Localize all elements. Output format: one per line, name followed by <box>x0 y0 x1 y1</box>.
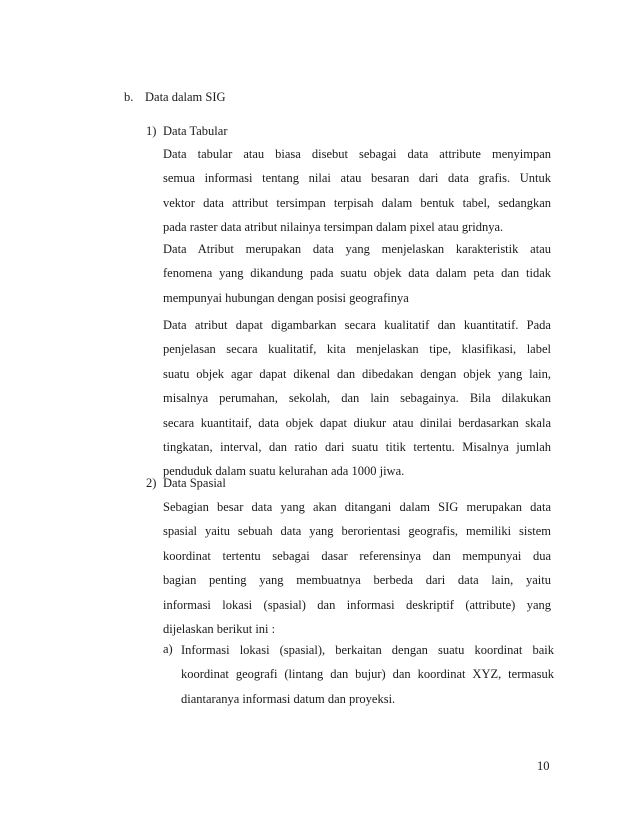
paragraph-line: bagian penting yang membuatnya berbeda dari data lain, yaitu <box>163 573 551 588</box>
sub1-paragraph-1 <box>163 144 551 242</box>
sub1-paragraph-3 <box>163 315 551 486</box>
section-b-title: Data dalam SIG <box>145 90 226 104</box>
sub2-paragraph-1 <box>163 497 551 643</box>
paragraph-line: koordinat tertentu sebagai dasar referensinya dan mempunyai dua <box>163 548 551 563</box>
sub1-paragraph-2 <box>163 239 551 312</box>
sub2-heading <box>146 476 226 491</box>
paragraph-line: vektor data attribut tersimpan terpisah dalam bentuk tabel, sedangkan <box>163 195 551 210</box>
page-number: 10 <box>537 759 550 773</box>
sub2-title: Data Spasial <box>163 476 226 490</box>
paragraph-line: Data Atribut merupakan data yang menjelaskan karakteristik atau <box>163 242 551 256</box>
paragraph-line: Sebagian besar data yang akan ditangani dalam SIG merupakan data <box>163 500 551 514</box>
paragraph-line: penduduk dalam suatu kelurahan ada 1000 jiwa. <box>163 464 405 479</box>
paragraph-line: spasial yaitu sebuah data yang berorientasi geografis, memiliki sistem <box>163 524 551 539</box>
sub1-heading <box>146 124 228 139</box>
paragraph-line: penjelasan secara kualitatif, kita menjelaskan tipe, klasifikasi, label <box>163 342 551 357</box>
paragraph-line: Data atribut dapat digambarkan secara kualitatif dan kuantitatif. Pada <box>163 318 551 332</box>
paragraph-line: koordinat geografi (lintang dan bujur) dan koordinat XYZ, termasuk <box>181 667 554 682</box>
paragraph-line: dijelaskan berikut ini : <box>163 621 276 636</box>
section-b-marker: b. <box>124 90 134 104</box>
paragraph-line: semua informasi tentang nilai atau besaran dari data grafis. Untuk <box>163 171 551 186</box>
sub1-marker: 1) <box>146 124 157 138</box>
paragraph-line: Informasi lokasi (spasial), berkaitan dengan suatu koordinat baik <box>181 643 554 657</box>
item-a-marker-wrap <box>163 642 173 657</box>
paragraph-line: mempunyai hubungan dengan posisi geografinya <box>163 290 409 305</box>
paragraph-line: suatu objek agar dapat dikenal dan dibedakan dengan objek yang lain, <box>163 366 551 381</box>
sub2-marker: 2) <box>146 476 157 490</box>
item-a-text <box>181 640 554 713</box>
paragraph-line: pada raster data atribut nilainya tersimpan dalam pixel atau gridnya. <box>163 220 504 235</box>
section-b-heading <box>124 90 226 105</box>
paragraph-line: Data tabular atau biasa disebut sebagai data attribute menyimpan <box>163 147 551 161</box>
paragraph-line: fenomena yang dikandung pada suatu objek data dalam peta dan tidak <box>163 266 551 281</box>
paragraph-line: secara kuantitaif, data objek dapat diukur atau dinilai berdasarkan skala <box>163 415 551 430</box>
item-a-marker: a) <box>163 642 173 656</box>
sub1-title: Data Tabular <box>163 124 228 138</box>
paragraph-line: diantaranya informasi datum dan proyeksi. <box>181 691 396 706</box>
paragraph-line: misalnya perumahan, sekolah, dan lain sebagainya. Bila dilakukan <box>163 391 551 406</box>
paragraph-line: informasi lokasi (spasial) dan informasi deskriptif (attribute) yang <box>163 597 551 612</box>
paragraph-line: tingkatan, interval, dan ratio dari suatu titik tertentu. Misalnya jumlah <box>163 439 551 454</box>
